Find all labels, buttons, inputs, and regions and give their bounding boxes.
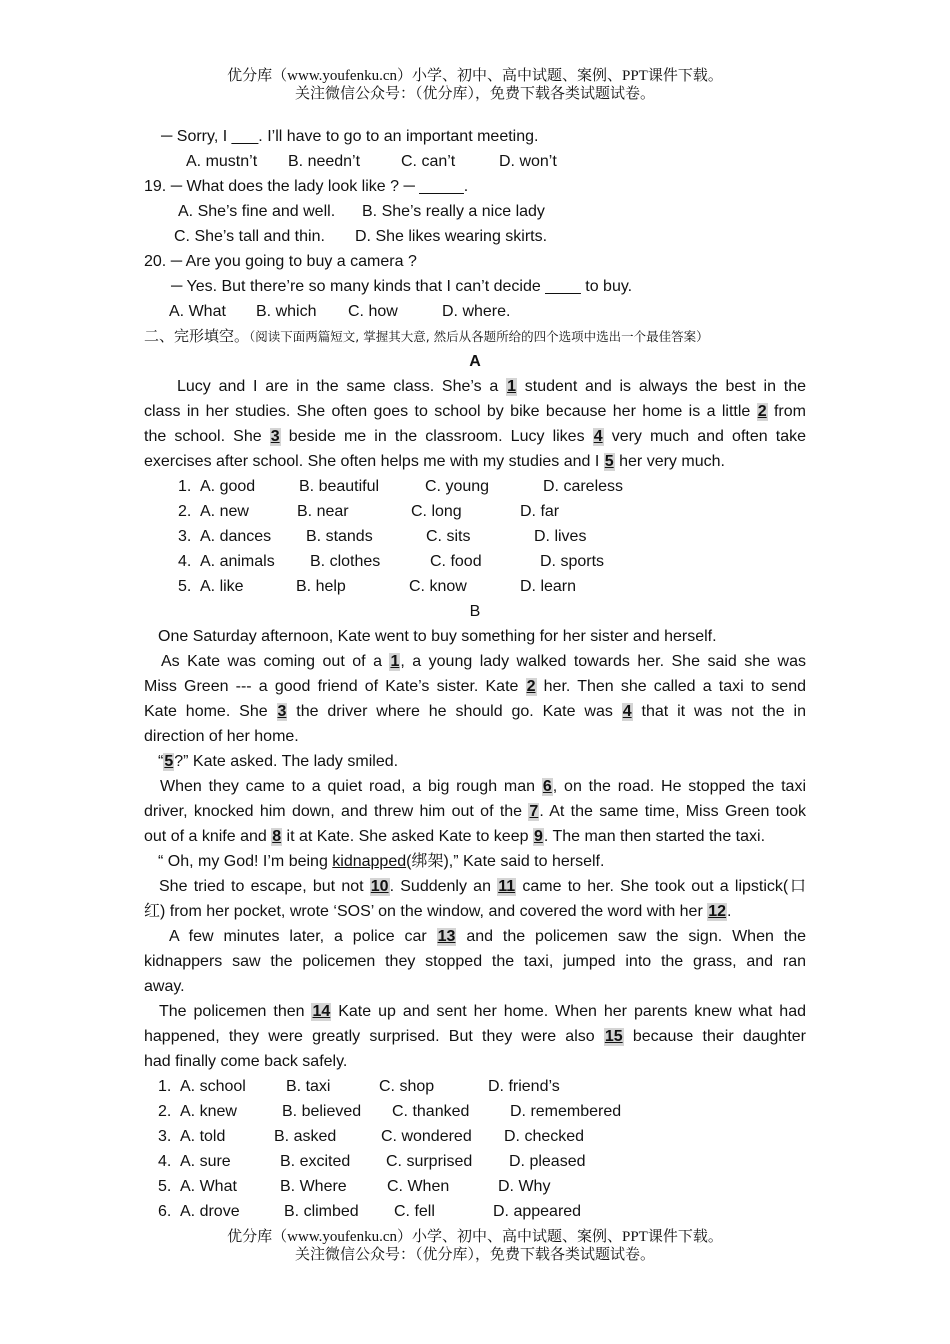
passage-b-line — [144, 749, 806, 774]
q20-option-d: D. where. — [442, 303, 511, 320]
passage-text: because their daughter — [623, 1028, 806, 1045]
option-a: A. knew — [180, 1103, 237, 1120]
option-d: D. lives — [534, 528, 587, 545]
option-b: B. near — [297, 503, 349, 520]
passage-a-question-5 — [144, 574, 806, 599]
passage-text: driver, knocked him down, and threw him out of the — [144, 803, 529, 820]
blank-b-9: 9 — [533, 828, 543, 845]
passage-text: . — [727, 903, 732, 920]
passage-text: Kate up and sent her home. When her parents knew what had — [331, 1003, 806, 1020]
option-c: C. young — [425, 478, 490, 495]
passage-text: “ — [158, 753, 164, 770]
option-a: A. sure — [180, 1153, 231, 1170]
passage-text: , a young lady walked towards her. She said she was — [400, 653, 807, 670]
blank-b-8: 8 — [272, 828, 282, 845]
q20-option-b: B. which — [256, 303, 317, 320]
q19-line: 19. ─ What does the lady look like ? ─ _____. — [144, 178, 469, 195]
question-number: 4. — [178, 553, 192, 570]
blank-a-3: 3 — [270, 428, 280, 445]
option-c: C. long — [411, 503, 462, 520]
q19-option-a: A. She’s fine and well. — [178, 203, 336, 220]
passage-b-para-1: One Saturday afternoon, Kate went to buy something for her sister and herself. — [158, 628, 717, 645]
passage-text: very much and often take — [603, 428, 806, 445]
passage-text: her very much. — [614, 453, 725, 470]
option-d: D. remembered — [510, 1103, 622, 1120]
option-b: B. stands — [306, 528, 373, 545]
blank-b-7: 7 — [529, 803, 539, 820]
passage-b-line: direction of her home. — [144, 728, 299, 745]
kidnapped-word: kidnapped — [332, 853, 407, 870]
option-c: C. When — [387, 1178, 450, 1195]
blank-a-1: 1 — [507, 378, 517, 395]
question-number: 4. — [158, 1153, 172, 1170]
passage-text: student and is always the best in the — [517, 378, 806, 395]
option-c: C. sits — [426, 528, 471, 545]
passage-text: the driver where he should go. Kate was — [287, 703, 622, 720]
passage-text: ?” Kate asked. The lady smiled. — [174, 753, 399, 770]
passage-b-line — [144, 874, 806, 899]
passage-b-line — [144, 799, 806, 824]
passage-a-heading: A — [469, 353, 481, 370]
blank-b-1: 1 — [390, 653, 400, 670]
q18-option-b: B. needn’t — [288, 153, 361, 170]
option-b: B. beautiful — [299, 478, 380, 495]
passage-b-line — [144, 1024, 806, 1049]
option-a: A. dances — [200, 528, 272, 545]
option-b: B. clothes — [310, 553, 381, 570]
passage-b-line — [144, 999, 806, 1024]
option-a: A. What — [180, 1178, 237, 1195]
blank-b-14: 14 — [312, 1003, 331, 1020]
passage-b-line — [144, 674, 806, 699]
blank-b-4: 4 — [622, 703, 632, 720]
passage-b-line: kidnappers saw the policemen they stopped the taxi, jumped into the grass, and ran — [144, 953, 806, 970]
passage-a-line-2 — [144, 399, 806, 424]
blank-a-5: 5 — [604, 453, 614, 470]
q18-option-c: C. can’t — [401, 153, 456, 170]
option-c: C. know — [409, 578, 467, 595]
blank-b-6: 6 — [542, 778, 552, 795]
blank-b-12: 12 — [708, 903, 727, 920]
question-number: 1. — [178, 478, 192, 495]
question-number: 6. — [158, 1203, 172, 1220]
q19-option-b: B. She’s really a nice lady — [362, 203, 545, 220]
passage-b-line: had finally come back safely. — [144, 1053, 348, 1070]
passage-text: the school. She — [144, 428, 270, 445]
exam-content — [144, 124, 806, 1224]
option-d: D. pleased — [509, 1153, 586, 1170]
passage-text: 红) from her pocket, wrote ‘SOS’ on the window, and covered the word with her — [144, 903, 708, 920]
passage-text: exercises after school. She often helps me with my studies and I — [144, 453, 604, 470]
passage-b-heading: B — [469, 603, 481, 620]
section-2-instruction: （阅读下面两篇短文, 掌握其大意, 然后从各题所给的四个选项中选出一个最佳答案） — [249, 329, 709, 344]
passage-b-line — [144, 649, 806, 674]
passage-text: and the policemen saw the sign. When the — [456, 928, 806, 945]
footer-line-1: 优分库（www.youfenku.cn）小学、初中、高中试题、案例、PPT课件下载。 — [227, 1229, 723, 1245]
option-d: D. sports — [540, 553, 605, 570]
passage-text: . Suddenly an — [389, 878, 498, 895]
passage-b-line — [144, 899, 806, 924]
q18-options — [144, 149, 806, 174]
passage-text: class in her studies. She often goes to school by bike because her home is a little — [144, 403, 757, 420]
passage-text: from — [767, 403, 806, 420]
passage-text: . At the same time, Miss Green took — [539, 803, 806, 820]
passage-b-line — [144, 699, 806, 724]
passage-text: The policemen then — [159, 1003, 312, 1020]
option-c: C. wondered — [381, 1128, 472, 1145]
option-b: B. asked — [274, 1128, 337, 1145]
passage-text: beside me in the classroom. Lucy likes — [280, 428, 593, 445]
passage-b-question-3 — [144, 1124, 806, 1149]
question-number: 1. — [158, 1078, 172, 1095]
question-number: 3. — [178, 528, 192, 545]
passage-a-line-3 — [144, 424, 806, 449]
passage-b-question-6 — [144, 1199, 806, 1224]
passage-text: happened, they were greatly surprised. But they were also — [144, 1028, 604, 1045]
passage-a-question-2 — [144, 499, 806, 524]
passage-b-question-5 — [144, 1174, 806, 1199]
option-d: D. appeared — [493, 1203, 582, 1220]
question-number: 3. — [158, 1128, 172, 1145]
question-number: 2. — [158, 1103, 172, 1120]
section-2-title — [144, 324, 806, 349]
q19-options-row1 — [144, 199, 806, 224]
header-line-1: 优分库（www.youfenku.cn）小学、初中、高中试题、案例、PPT课件下载。 — [227, 68, 723, 84]
q18-option-d: D. won’t — [499, 153, 557, 170]
blank-b-3: 3 — [277, 703, 287, 720]
passage-text: Lucy and I are in the same class. She’s a — [177, 378, 507, 395]
option-a: A. animals — [200, 553, 275, 570]
option-d: D. Why — [498, 1178, 551, 1195]
option-b: B. help — [296, 578, 346, 595]
passage-text: Kate home. She — [144, 703, 277, 720]
option-d: D. careless — [543, 478, 624, 495]
option-d: D. learn — [520, 578, 577, 595]
passage-text: , on the road. He stopped the taxi — [552, 778, 806, 795]
passage-text: her. Then she called a taxi to send — [536, 678, 807, 695]
q20-line-2: ─ Yes. But there’re so many kinds that I can’t decide ____ to buy. — [171, 278, 633, 295]
footer-line-2: 关注微信公众号：（优分库），免费下载各类试题试卷。 — [294, 1247, 655, 1263]
q20-option-c: C. how — [348, 303, 398, 320]
q18-option-a: A. mustn’t — [186, 153, 258, 170]
passage-text: out of a knife and — [144, 828, 272, 845]
passage-a-line-4 — [144, 449, 806, 474]
option-c: C. shop — [379, 1078, 435, 1095]
question-number: 2. — [178, 503, 192, 520]
section-2-heading: 二、完形填空。 — [144, 327, 250, 345]
option-a: A. school — [180, 1078, 246, 1095]
passage-a-question-3 — [144, 524, 806, 549]
passage-text: Miss Green --- a good friend of Kate’s sister. Kate — [144, 678, 526, 695]
passage-b-line — [144, 849, 806, 874]
passage-b-question-2 — [144, 1099, 806, 1124]
passage-a-question-1 — [144, 474, 806, 499]
passage-b-line — [144, 824, 806, 849]
passage-text: (绑架),” Kate said to herself. — [406, 853, 605, 870]
header-line-2: 关注微信公众号：（优分库），免费下载各类试题试卷。 — [294, 86, 655, 102]
passage-b-line: away. — [144, 978, 185, 995]
page-footer — [0, 1228, 950, 1264]
option-b: B. excited — [280, 1153, 351, 1170]
page-header — [0, 67, 950, 103]
option-a: A. told — [180, 1128, 226, 1145]
q20-options — [144, 299, 806, 324]
option-a: A. good — [200, 478, 256, 495]
option-a: A. like — [200, 578, 244, 595]
blank-b-2: 2 — [526, 678, 536, 695]
blank-b-5: 5 — [164, 753, 174, 770]
passage-text: it at Kate. She asked Kate to keep — [282, 828, 533, 845]
option-c: C. food — [430, 553, 482, 570]
passage-text: “ Oh, my God! I’m being — [158, 853, 333, 870]
blank-b-15: 15 — [604, 1028, 623, 1045]
blank-b-10: 10 — [370, 878, 389, 895]
q19-option-c: C. She’s tall and thin. — [174, 228, 325, 245]
q18-line: ─ Sorry, I ___. I’ll have to go to an important meeting. — [161, 128, 539, 145]
option-a: A. new — [200, 503, 249, 520]
option-b: B. taxi — [286, 1078, 331, 1095]
passage-a-question-4 — [144, 549, 806, 574]
passage-text: When they came to a quiet road, a big rough man — [160, 778, 542, 795]
q20-line-1: 20. ─ Are you going to buy a camera ? — [144, 253, 417, 270]
option-d: D. friend’s — [488, 1078, 560, 1095]
blank-b-13: 13 — [437, 928, 456, 945]
option-a: A. drove — [180, 1203, 240, 1220]
blank-a-4: 4 — [593, 428, 603, 445]
question-number: 5. — [178, 578, 192, 595]
option-b: B. climbed — [284, 1203, 359, 1220]
option-c: C. thanked — [392, 1103, 470, 1120]
passage-text: As Kate was coming out of a — [161, 653, 390, 670]
blank-b-11: 11 — [498, 878, 516, 895]
q19-options-row2 — [144, 224, 806, 249]
passage-text: that it was not the in — [632, 703, 807, 720]
passage-text: A few minutes later, a police car — [169, 928, 437, 945]
passage-a-line-1 — [144, 374, 806, 399]
option-b: B. believed — [282, 1103, 362, 1120]
passage-b-line — [144, 924, 806, 949]
blank-a-2: 2 — [757, 403, 767, 420]
passage-b-line — [144, 774, 806, 799]
option-d: D. far — [520, 503, 560, 520]
option-b: B. Where — [280, 1178, 347, 1195]
passage-text: came to her. She took out a lipstick(口 — [516, 878, 806, 895]
passage-b-question-4 — [144, 1149, 806, 1174]
option-d: D. checked — [504, 1128, 585, 1145]
option-c: C. surprised — [386, 1153, 473, 1170]
q19-option-d: D. She likes wearing skirts. — [355, 228, 548, 245]
passage-text: . The man then started the taxi. — [543, 828, 766, 845]
q20-option-a: A. What — [169, 303, 226, 320]
passage-text: She tried to escape, but not — [159, 878, 370, 895]
question-number: 5. — [158, 1178, 172, 1195]
passage-b-question-1 — [144, 1074, 806, 1099]
option-c: C. fell — [394, 1203, 435, 1220]
